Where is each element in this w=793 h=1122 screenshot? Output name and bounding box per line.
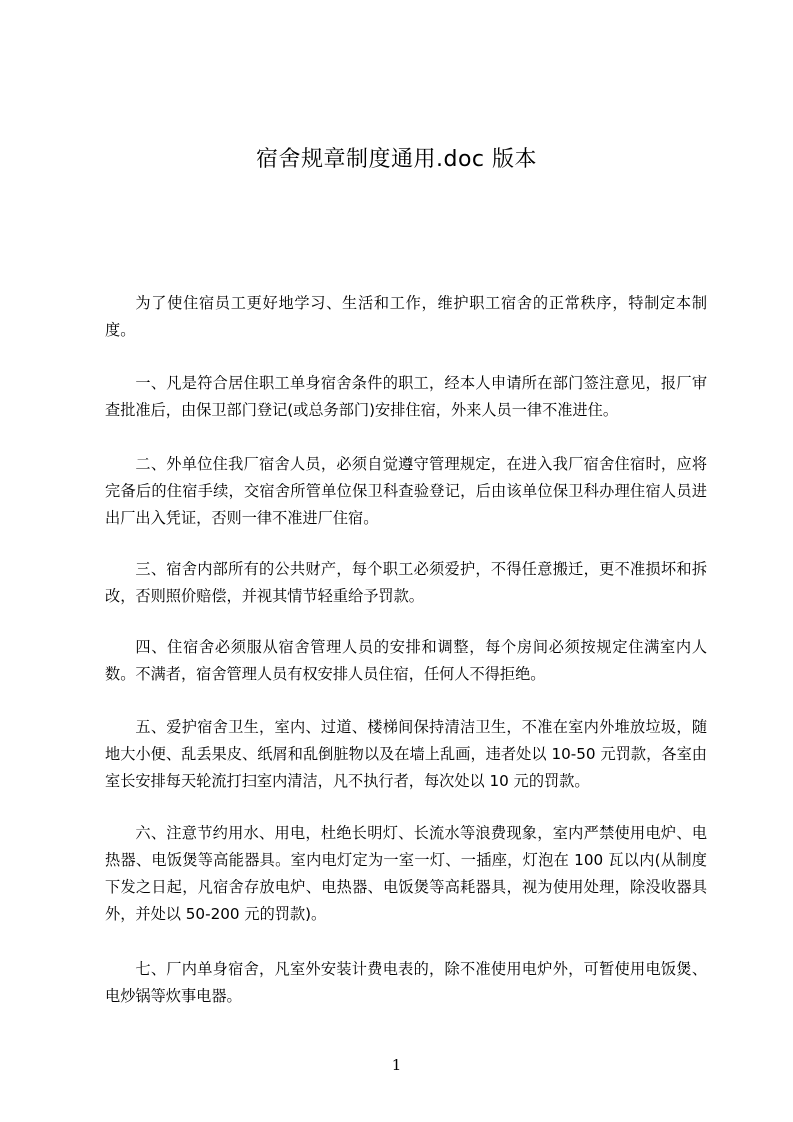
document-title: 宿舍规章制度通用.doc 版本 bbox=[255, 147, 537, 172]
paragraph-rule-3: 三、宿舍内部所有的公共财产，每个职工必须爱护，不得任意搬迁，更不准损坏和拆改，否则照价赔偿，并视其情节轻重给予罚款。 bbox=[105, 560, 707, 605]
paragraph-rule-6: 六、注意节约用水、用电，杜绝长明灯、长流水等浪费现象，室内严禁使用电炉、电热器、电饭煲等高能器具。室内电灯定为一室一灯、一插座，灯泡在 100 瓦以内(从制度下发之日起，凡宿舍存放电炉、电热器、电饭煲等高耗器具，视为使用处理，除没收器具外，并处以 50-200 元的罚款)。 bbox=[105, 824, 707, 923]
paragraph-rule-5: 五、爱护宿舍卫生，室内、过道、楼梯间保持清洁卫生，不准在室内外堆放垃圾，随地大小便、乱丢果皮、纸屑和乱倒脏物以及在墙上乱画，违者处以 10-50 元罚款，各室由室长安排每天轮流打扫室内清洁，凡不执行者，每次处以 10 元的罚款。 bbox=[105, 718, 707, 790]
paragraph-intro: 为了使住宿员工更好地学习、生活和工作，维护职工宿舍的正常秩序，特制定本制度。 bbox=[105, 294, 707, 339]
paragraph-rule-1: 一、凡是符合居住职工单身宿舍条件的职工，经本人申请所在部门签注意见，报厂审查批准后，由保卫部门登记(或总务部门)安排住宿，外来人员一律不准进住。 bbox=[105, 374, 707, 419]
paragraph-rule-2: 二、外单位住我厂宿舍人员，必须自觉遵守管理规定，在进入我厂宿舍住宿时，应将完备后的住宿手续，交宿舍所管单位保卫科查验登记，后由该单位保卫科办理住宿人员进出厂出入凭证，否则一律不准进厂住宿。 bbox=[105, 455, 707, 527]
paragraph-rule-4: 四、住宿舍必须服从宿舍管理人员的安排和调整，每个房间必须按规定住满室内人数。不满者，宿舍管理人员有权安排人员住宿，任何人不得拒绝。 bbox=[105, 638, 707, 683]
page-number: 1 bbox=[391, 1056, 402, 1074]
paragraph-rule-7: 七、厂内单身宿舍，凡室外安装计费电表的，除不准使用电炉外，可暂使用电饭煲、电炒锅等炊事电器。 bbox=[105, 960, 707, 1005]
